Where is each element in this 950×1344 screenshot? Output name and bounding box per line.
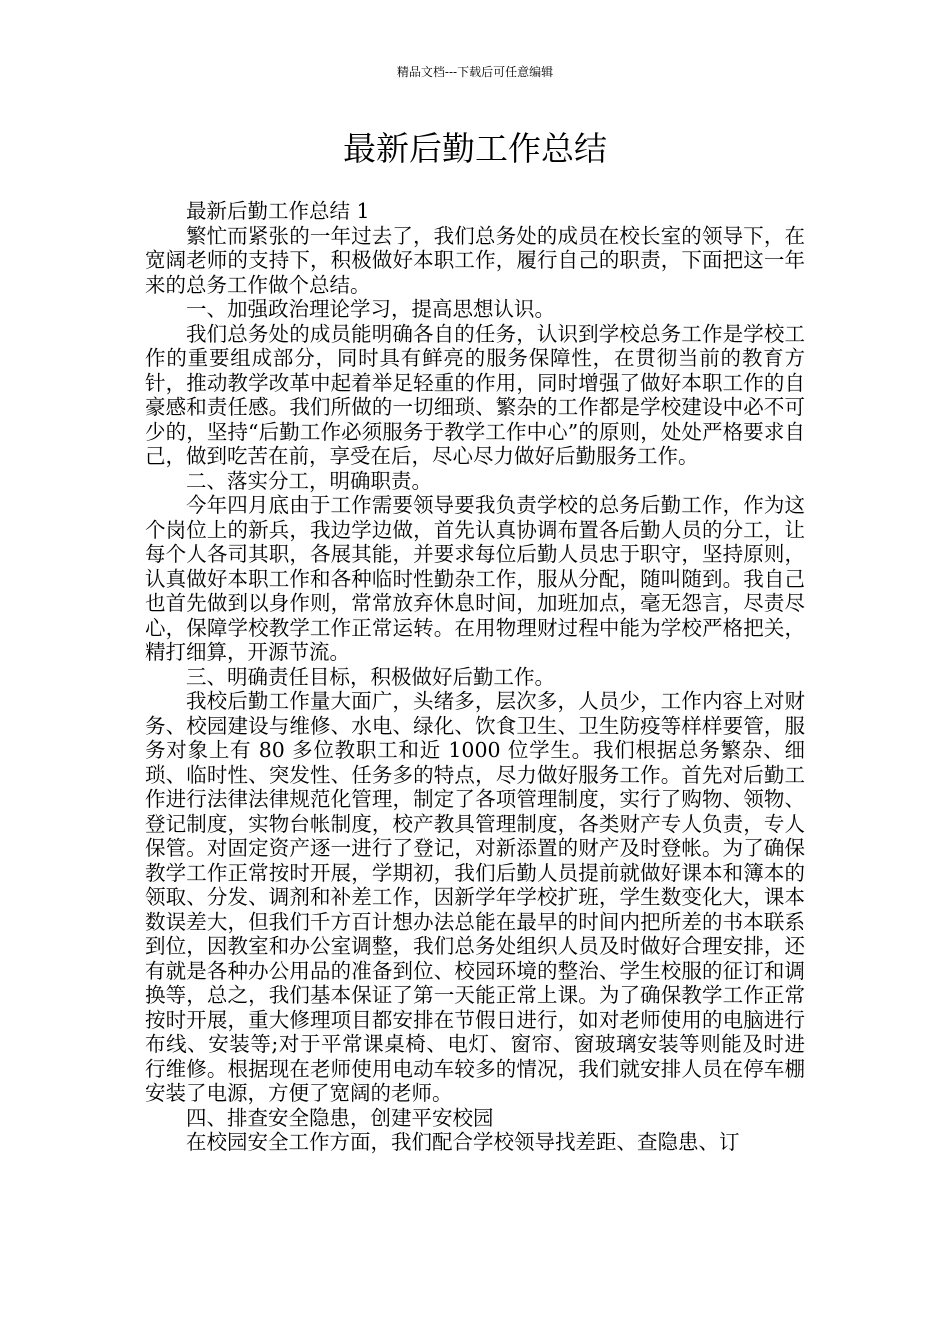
paragraph-subtitle: 最新后勤工作总结 1 — [186, 199, 370, 223]
section-heading-4: 四、排查安全隐患，创建平安校园 — [186, 1105, 494, 1130]
document-body — [145, 199, 805, 1155]
section-heading-3: 三、明确责任目标，积极做好后勤工作。 — [186, 664, 555, 689]
paragraph-section-4: 在校园安全工作方面，我们配合学校领导找差距、查隐患、订 — [186, 1130, 740, 1154]
document-title: 最新后勤工作总结 — [343, 129, 607, 168]
section-heading-1: 一、加强政治理论学习，提高思想认识。 — [186, 297, 555, 321]
header-note: 精品文档---下载后可任意编辑 — [396, 65, 554, 79]
paragraph-intro: 繁忙而紧张的一年过去了，我们总务处的成员在校长室的领导下，在宽阔老师的支持下，积极做好本职工作，履行自己的职责，下面把这一年来的总务工作做个总结。 — [145, 223, 805, 297]
paragraph-section-3: 我校后勤工作量大面广，头绪多，层次多，人员少，工作内容上对财务、校园建设与维修、水电、绿化、饮食卫生、卫生防疫等样样要管，服务对象上有 80 多位教职工和近 1000 位学生。我们根据总务繁杂、细琐、临时性、突发性、任务多的特点，尽力做好服务工作。首先对后勤工作进行法律法律规范化管理，制定了各项管理制度，实行了购物、领物、登记制度，实物台帐制度，校产教具管理制度，各类财产专人负责，专人保管。对固定资产逐一进行了登记，对新添置的财产及时登帐。为了确保教学工作正常按时开展，学期初，我们后勤人员提前就做好课本和簿本的领取、分发、调剂和补差工作，因新学年学校扩班，学生数变化大，课本数误差大，但我们千方百计想办法总能在最早的时间内把所差的书本联系到位，因教室和办公室调整，我们总务处组织人员及时做好合理安排，还有就是各种办公用品的准备到位、校园环境的整治、学生校服的征订和调换等，总之，我们基本保证了第一天能正常上课。为了确保教学工作正常按时开展，重大修理项目都安排在节假日进行，如对老师使用的电脑进行布线、安装等;对于平常课桌椅、电灯、窗帘、窗玻璃安装等则能及时进行维修。根据现在老师使用电动车较多的情况，我们就安排人员在停车棚安装了电源，方便了宽阔的老师。 — [145, 689, 805, 1105]
paragraph-section-2: 今年四月底由于工作需要领导要我负责学校的总务后勤工作，作为这个岗位上的新兵，我边学边做，首先认真协调布置各后勤人员的分工，让每个人各司其职，各展其能，并要求每位后勤人员忠于职守，坚持原则，认真做好本职工作和各种临时性勤杂工作，服从分配，随叫随到。我自己也首先做到以身作则，常常放弃休息时间，加班加点，毫无怨言，尽责尽心，保障学校教学工作正常运转。在用物理财过程中能为学校严格把关，精打细算，开源节流。 — [145, 493, 805, 664]
paragraph-section-1: 我们总务处的成员能明确各自的任务，认识到学校总务工作是学校工作的重要组成部分，同时具有鲜亮的服务保障性，在贯彻当前的教育方针，推动教学改革中起着举足轻重的作用，同时增强了做好本职工作的自豪感和责任感。我们所做的一切细琐、繁杂的工作都是学校建设中必不可少的，坚持“后勤工作必须服务于教学工作中心”的原则，处处严格要求自己，做到吃苦在前，享受在后，尽心尽力做好后勤服务工作。 — [145, 321, 805, 468]
section-heading-2: 二、落实分工，明确职责。 — [186, 468, 432, 493]
